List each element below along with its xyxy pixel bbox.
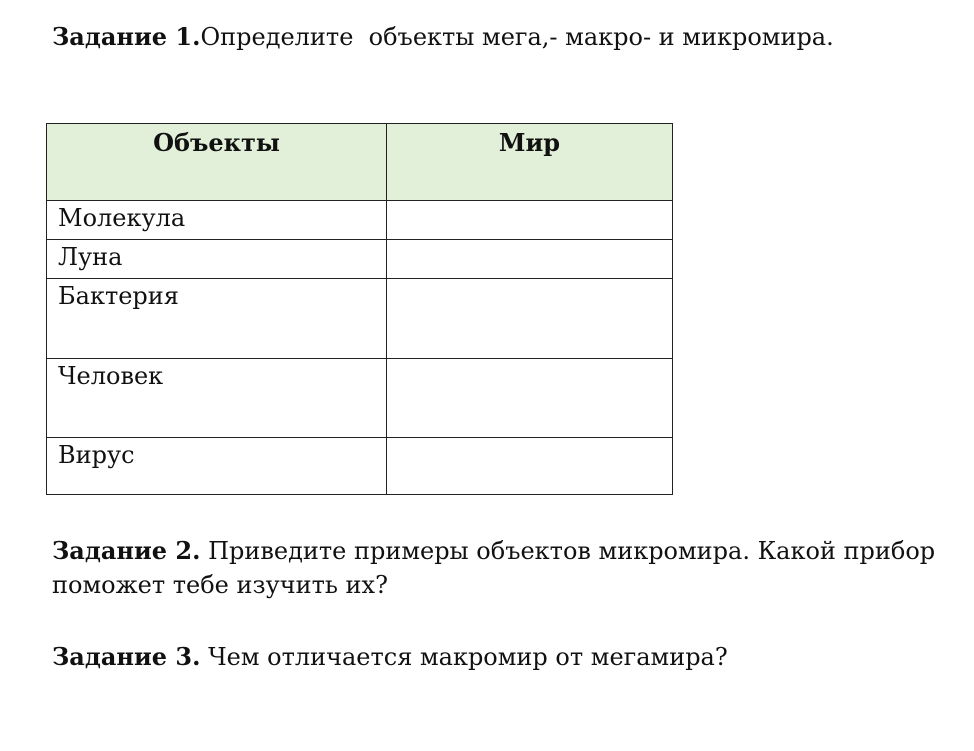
task-1 xyxy=(52,20,834,54)
task-3-text: Чем отличается макромир от мегамира? xyxy=(200,643,728,671)
task-2-line2: поможет тебе изучить их? xyxy=(52,571,388,599)
task-3-label: Задание 3. xyxy=(52,642,201,671)
header-objects: Объекты xyxy=(47,124,387,201)
object-cell: Бактерия xyxy=(47,279,387,359)
table-row xyxy=(47,359,673,438)
world-cell[interactable] xyxy=(387,359,673,438)
object-cell: Человек xyxy=(47,359,387,438)
object-cell: Молекула xyxy=(47,201,387,240)
world-cell[interactable] xyxy=(387,279,673,359)
task-2 xyxy=(52,534,935,602)
header-world: Мир xyxy=(387,124,673,201)
table-row xyxy=(47,201,673,240)
objects-table xyxy=(46,123,673,495)
task-2-label: Задание 2. xyxy=(52,536,201,565)
task-2-line1: Приведите примеры объектов микромира. Какой прибор xyxy=(200,537,936,565)
task-3 xyxy=(52,640,728,674)
task-1-label: Задание 1. xyxy=(52,22,201,51)
world-cell[interactable] xyxy=(387,240,673,279)
object-cell: Луна xyxy=(47,240,387,279)
table-row xyxy=(47,240,673,279)
table-header-row xyxy=(47,124,673,201)
table-row xyxy=(47,279,673,359)
table-row xyxy=(47,438,673,495)
world-cell[interactable] xyxy=(387,201,673,240)
object-cell: Вирус xyxy=(47,438,387,495)
task-1-text: Определите объекты мега,- макро- и микромира. xyxy=(200,23,834,51)
world-cell[interactable] xyxy=(387,438,673,495)
